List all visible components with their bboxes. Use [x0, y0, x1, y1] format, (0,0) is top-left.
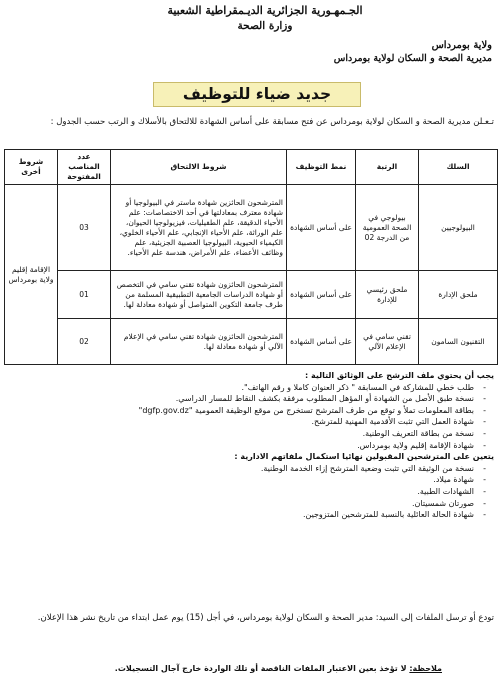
row-posts: 02	[58, 319, 111, 365]
documents-title: يجب أن يحتوي ملف الترشح على الوثائق التالية :	[305, 371, 494, 380]
col-posts-header: عدد المناصب المفتوحة	[58, 150, 111, 185]
note-text: لا تؤخذ بعين الاعتبار الملفات الناقصة أو تلك الواردة خارج آجال التسجيلات.	[114, 664, 407, 673]
col-grade-header: الرتبة	[356, 150, 419, 185]
table-row	[5, 319, 498, 365]
row-criteria: المترشحون الحائزون شهادة تقني سامي في التخصص أو شهادة الدراسات الجامعية التطبيقية المسلمة من طرف جامعة التكوين المتواصل أو شهادة معادلة لها.	[111, 271, 287, 319]
row-grade: بيولوجي في الصحة العمومية من الدرجة 02	[356, 185, 419, 271]
row-mode: على أساس الشهادة	[287, 319, 356, 365]
row-corps: التقنيون السامون	[419, 319, 498, 365]
note-label: ملاحظة:	[409, 664, 442, 673]
list-item: - شهادة العمل التي تثبت الأقدمية المهنية للمترشح.	[10, 416, 480, 428]
list-item: - الشهادات الطبية.	[10, 486, 480, 498]
col-criteria-header: شروط الالتحاق	[111, 150, 287, 185]
banner-title: جديد ضياء للتوظيف	[153, 82, 361, 107]
row-grade: ملحق رئيسي للإدارة	[356, 271, 419, 319]
row-criteria: المترشحون الحائزون شهادة تقني سامي في الإعلام الآلي أو شهادة معادلة لها.	[111, 319, 287, 365]
wilaya-name: ولاية بومرداس	[431, 40, 492, 51]
accepted-list	[10, 463, 494, 521]
list-item: - صورتان شمسيتان.	[10, 498, 480, 510]
row-criteria: المترشحون الحائزين شهادة ماستر في البيولوجيا أو شهادة معترف بمعادلتها في أحد الاختصاصات: علم الأحياء الدقيقة، علم الطفيليات، فيزيولوجيا الحيوان، علم الوراثة، علم الأحياء الإنجابي، علم الأحياء الخلوي، الكيمياء الحيوية، البيولوجيا العصبية الجزيئية، علم وظائف الأعضاء، علم الأمراض، هندسة علم الأحياء.	[111, 185, 287, 271]
list-item: - بطاقة المعلومات تملأ و توقع من طرف المترشح تستخرج من موقع الوظيفة العمومية "dgfp.gov.dz"	[10, 405, 480, 417]
note	[22, 664, 442, 673]
intro-paragraph: تـعـلن مديرية الصحة و السكان لولاية بومرداس عن فتح مسابقة على أساس الشهادة للالتحاق بالأسلاك و الرتب حسب الجدول :	[50, 117, 494, 127]
row-posts: 03	[58, 185, 111, 271]
list-item: - نسخة طبق الأصل من الشهادة أو المؤهل المطلوب مرفقة بكشف النقاط للمسار الدراسي.	[10, 393, 480, 405]
row-mode: على أساس الشهادة	[287, 271, 356, 319]
row-grade: تقني سامي في الإعلام الآلي	[356, 319, 419, 365]
delivery-paragraph: تودع أو ترسل الملفات إلى السيد: مدير الصحة و السكان لولاية بومرداس، في أجل (15) يوم عمل ابتداء من تاريخ نشر هذا الإعلان.	[37, 613, 494, 623]
col-mode-header: نمط التوظيف	[287, 150, 356, 185]
other-conditions: الإقامة إقليم ولاية بومرداس	[5, 185, 58, 365]
row-corps: البيولوجيين	[419, 185, 498, 271]
list-item: - شهادة الإقامة إقليم ولاية بومرداس.	[10, 440, 480, 452]
positions-table	[4, 149, 498, 365]
col-other-header: شروط أخرى	[5, 150, 58, 185]
list-item: - شهادة الحالة العائلية بالنسبة للمترشحين المتزوجين.	[10, 509, 480, 521]
row-posts: 01	[58, 271, 111, 319]
accepted-title: يتعين على المترشحين المقبولين نهائيا استكمال ملفاتهم الادارية :	[234, 452, 494, 462]
table-row	[5, 185, 498, 271]
documents-section	[10, 370, 494, 521]
table-row	[5, 271, 498, 319]
row-mode: على أساس الشهادة	[287, 185, 356, 271]
documents-list	[10, 382, 494, 452]
ministry-title: وزارة الصحة	[237, 20, 293, 32]
list-item: - نسخة من الوثيقة التي تثبت وضعية المترشح إزاء الخدمة الوطنية.	[10, 463, 480, 475]
directorate-name: مديرية الصحة و السكان لولاية بومرداس	[333, 53, 492, 64]
list-item: - شهادة ميلاد.	[10, 474, 480, 486]
col-corps-header: السلك	[419, 150, 498, 185]
list-item: - طلب خطي للمشاركة في المسابقة " ذكر العنوان كاملا و رقم الهاتف".	[10, 382, 480, 394]
row-corps: ملحق الإدارة	[419, 271, 498, 319]
republic-title: الجـمهـورية الجزائرية الديـمقراطية الشعبية	[167, 4, 363, 17]
list-item: - نسخة من بطاقة التعريف الوطنية.	[10, 428, 480, 440]
table-header-row	[5, 150, 498, 185]
